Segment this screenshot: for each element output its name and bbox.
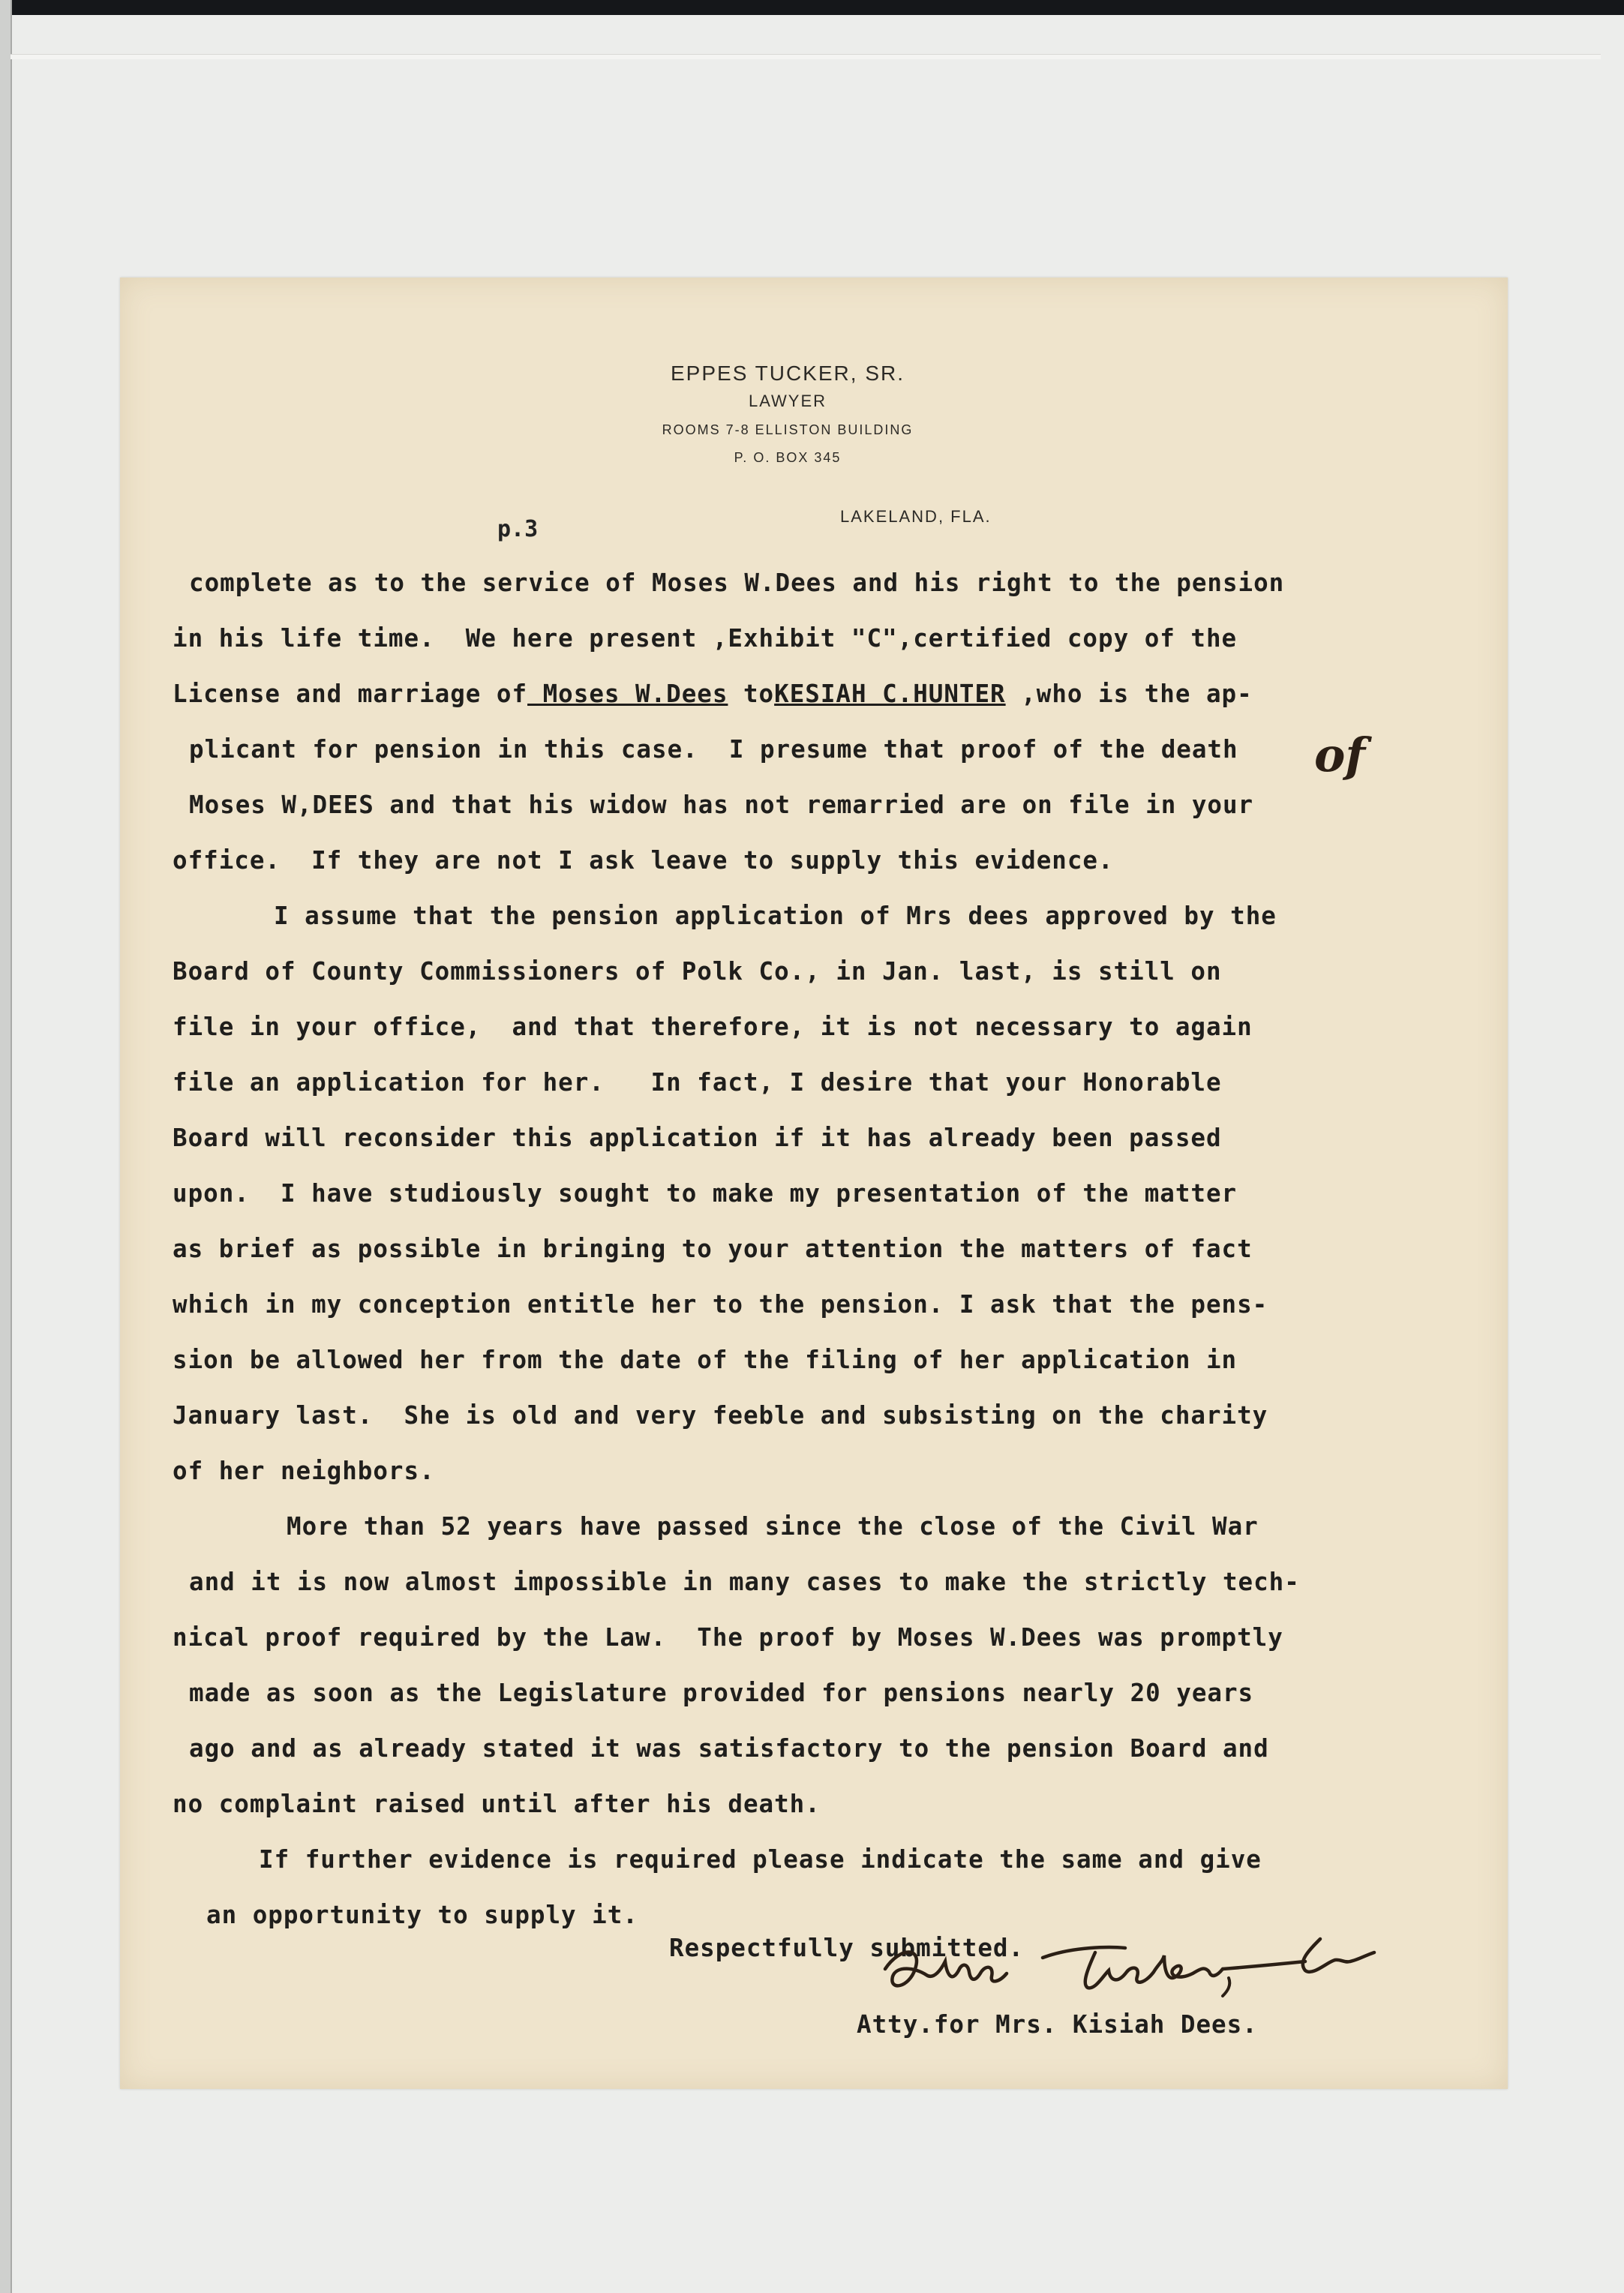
closing-attorney: Atty.for Mrs. Kisiah Dees. <box>857 2010 1258 2039</box>
letterhead-address: ROOMS 7-8 ELLISTON BUILDING <box>662 422 914 437</box>
scanner-left-edge <box>0 0 12 2293</box>
body-text: ,who is the ap- <box>1005 680 1253 708</box>
body-line-2: in his life time. We here present ,Exhibit "C",certified copy of the <box>173 624 1238 653</box>
handwritten-signature <box>870 1916 1380 2021</box>
body-line-14: which in my conception entitle her to the pension. I ask that the pens- <box>173 1290 1268 1319</box>
letterhead-name: EPPES TUCKER, SR. <box>670 362 905 385</box>
body-line-15: sion be allowed her from the date of the filing of her application in <box>173 1346 1238 1374</box>
body-line-22: ago and as already stated it was satisfactory to the pension Board and <box>189 1734 1269 1763</box>
underlined-name-moses: Moses W.Dees <box>527 680 728 708</box>
body-line-18: More than 52 years have passed since the close of the Civil War <box>287 1512 1259 1541</box>
underlined-name-kesiah: KESIAH C.HUNTER <box>774 680 1006 708</box>
letter-page <box>120 278 1508 2089</box>
letterhead-po-box: P. O. BOX 345 <box>734 450 842 465</box>
body-line-3 <box>173 680 1253 708</box>
body-line-13: as brief as possible in bringing to your attention the matters of fact <box>173 1235 1253 1263</box>
body-line-10: file an application for her. In fact, I desire that your Honorable <box>173 1068 1222 1097</box>
closing-respectfully: Respectfully submitted. <box>669 1934 1025 1962</box>
letterhead-title: LAWYER <box>748 392 827 410</box>
body-line-8: Board of County Commissioners of Polk Co., in Jan. last, is still on <box>173 957 1222 986</box>
body-line-21: made as soon as the Legislature provided for pensions nearly 20 years <box>189 1679 1254 1707</box>
letterhead-city: LAKELAND, FLA. <box>840 507 992 526</box>
body-line-1: complete as to the service of Moses W.Dees and his right to the pension <box>189 569 1285 597</box>
body-line-9: file in your office, and that therefore, it is not necessary to again <box>173 1013 1253 1041</box>
body-line-16: January last. She is old and very feeble and subsisting on the charity <box>173 1401 1268 1430</box>
body-line-4: plicant for pension in this case. I presume that proof of the death <box>189 735 1238 764</box>
body-line-20: nical proof required by the Law. The proof by Moses W.Dees was promptly <box>173 1623 1283 1652</box>
body-line-7: I assume that the pension application of Mrs dees approved by the <box>274 902 1277 930</box>
body-line-24: If further evidence is required please indicate the same and give <box>259 1845 1262 1874</box>
body-line-17: of her neighbors. <box>173 1457 435 1485</box>
body-text: to <box>728 680 775 708</box>
scanner-top-border <box>0 0 1624 15</box>
body-line-23: no complaint raised until after his death. <box>173 1790 821 1818</box>
page-number: p.3 <box>497 516 539 542</box>
body-line-11: Board will reconsider this application if it has already been passed <box>173 1124 1222 1152</box>
body-line-5: Moses W,DEES and that his widow has not remarried are on file in your <box>189 791 1254 819</box>
body-line-12: upon. I have studiously sought to make my presentation of the matter <box>173 1179 1238 1208</box>
body-text: License and marriage of <box>173 680 528 708</box>
body-line-6: office. If they are not I ask leave to supply this evidence. <box>173 846 1114 875</box>
handwritten-insertion: of <box>1314 728 1366 782</box>
body-line-25: an opportunity to supply it. <box>206 1901 638 1929</box>
body-line-19: and it is now almost impossible in many cases to make the strictly tech- <box>189 1568 1300 1596</box>
scanner-glass-line <box>11 54 1601 59</box>
